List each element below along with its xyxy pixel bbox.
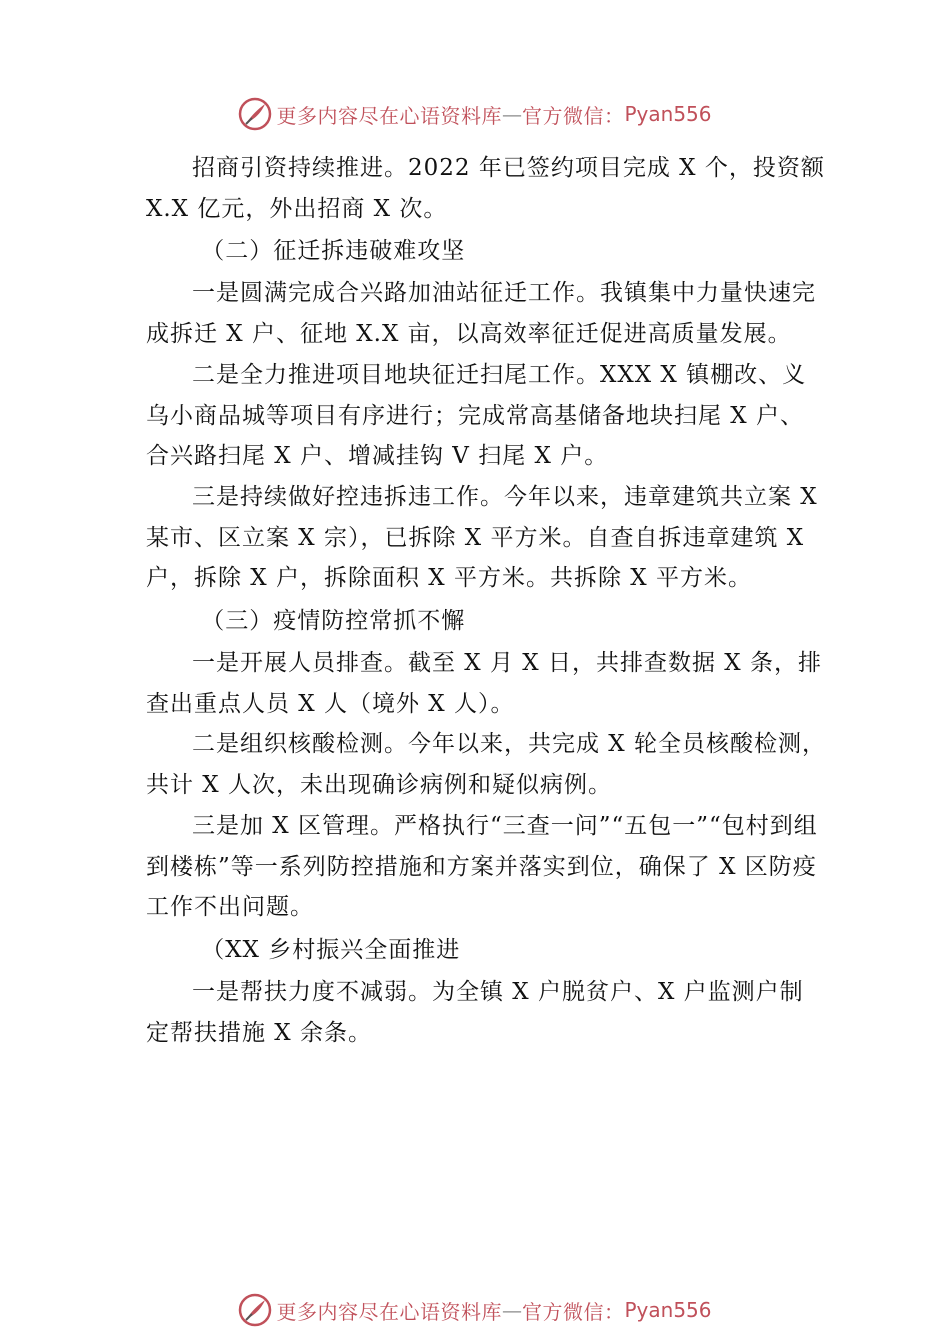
paragraph: 一是帮扶力度不减弱。为全镇 X 户脱贫户、X 户监测户制定帮扶措施 X 余条。 bbox=[146, 978, 804, 1046]
section-heading: （三）疫情防控常抓不懈 bbox=[201, 608, 466, 635]
watermark-separator: — bbox=[501, 102, 522, 126]
document-body bbox=[146, 148, 826, 1053]
paragraph: 三是持续做好控违拆违工作。今年以来，违章建筑共立案 X 某市、区立案 X 宗），已拆除 X 平方米。自查自拆违章建筑 X 户，拆除 X 户，拆除面积 X 平方米。共拆除 X 平方米。 bbox=[146, 483, 818, 592]
section-heading: （二）征迁拆违破难攻坚 bbox=[201, 238, 466, 265]
watermark-label: 官方微信： bbox=[521, 103, 625, 128]
watermark-account: Pyan556 bbox=[624, 102, 712, 126]
paragraph: 一是开展人员排查。截至 X 月 X 日，共排查数据 X 条，排查出重点人员 X 人（境外 X 人）。 bbox=[146, 650, 822, 717]
watermark-brand: 更多内容尽在心语资料库 bbox=[276, 103, 502, 128]
feather-logo-icon bbox=[238, 1293, 272, 1327]
paragraph: 二是组织核酸检测。今年以来，共完成 X 轮全员核酸检测，共计 X 人次，未出现确诊病例和疑似病例。 bbox=[146, 731, 826, 799]
watermark-separator: — bbox=[501, 1298, 522, 1322]
watermark-brand: 更多内容尽在心语资料库 bbox=[276, 1299, 502, 1324]
paragraph: 招商引资持续推进。2022 年已签约项目完成 X 个，投资额 X.X 亿元，外出招商 X 次。 bbox=[146, 155, 825, 222]
header-watermark bbox=[0, 94, 950, 134]
section-heading: （XX 乡村振兴全面推进 bbox=[201, 936, 461, 963]
paragraph: 二是全力推进项目地块征迁扫尾工作。XXX X 镇棚改、义乌小商品城等项目有序进行；完成常高基储备地块扫尾 X 户、合兴路扫尾 X 户、增减挂钩 V 扫尾 X 户。 bbox=[146, 361, 807, 470]
footer-watermark bbox=[0, 1290, 950, 1330]
watermark-account: Pyan556 bbox=[624, 1298, 712, 1322]
paragraph: 一是圆满完成合兴路加油站征迁工作。我镇集中力量快速完成拆迁 X 户、征地 X.X 亩，以高效率征迁促进高质量发展。 bbox=[146, 280, 816, 348]
watermark-label: 官方微信： bbox=[521, 1299, 625, 1324]
feather-logo-icon bbox=[238, 97, 272, 131]
paragraph: 三是加 X 区管理。严格执行“三查一问”“五包一”“包村到组到楼栋”等一系列防控措施和方案并落实到位，确保了 X 区防疫工作不出问题。 bbox=[146, 812, 818, 921]
